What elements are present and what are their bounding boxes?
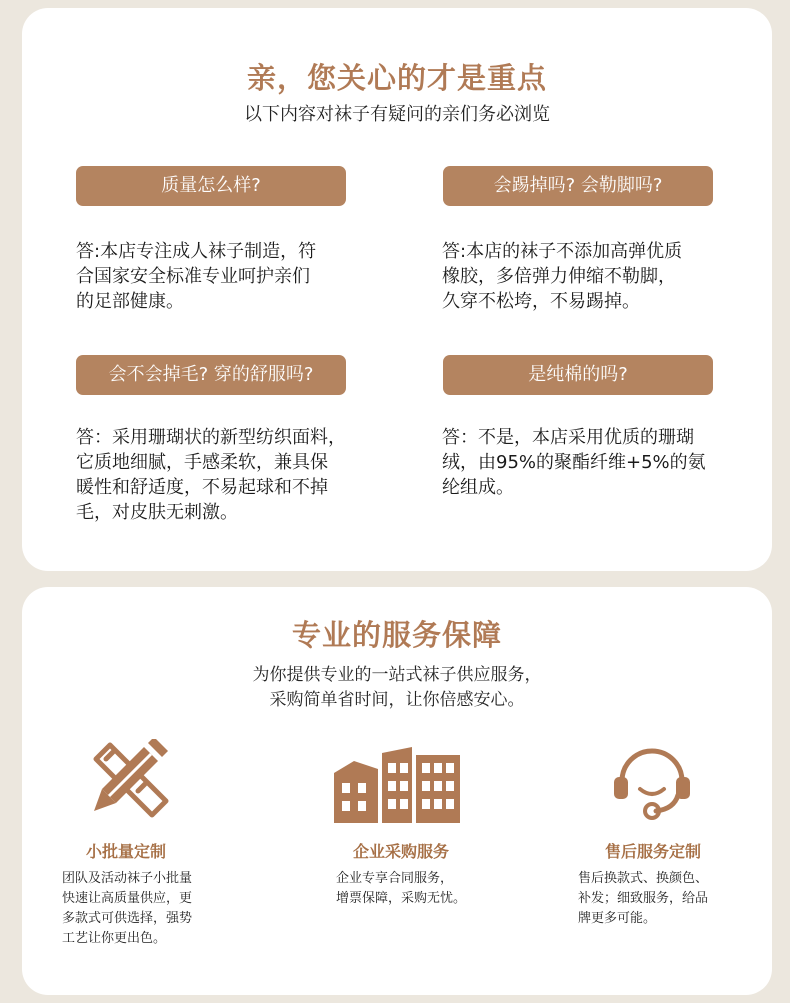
- answer-line: 橡胶，多倍弹力伸缩不勒脚，: [442, 266, 676, 287]
- service-desc-enterprise: [336, 869, 506, 909]
- faq-title: 亲，您关心的才是重点: [246, 61, 547, 95]
- answer-line: 久穿不松垮，不易踢掉。: [442, 291, 640, 312]
- faq-question-slip: 会踢掉吗? 会勒脚吗?: [443, 166, 713, 206]
- answer-line: 答:本店的袜子不添加高弹优质: [442, 241, 683, 262]
- buildings-icon: [332, 747, 462, 823]
- answer-line: 毛，对皮肤无刺激。: [76, 502, 238, 523]
- service-subtitle: [22, 663, 772, 713]
- subtitle-line: 采购简单省时间，让你倍感安心。: [269, 690, 525, 710]
- answer-line: 答：采用珊瑚状的新型纺织面料，: [76, 427, 346, 448]
- desc-line: 工艺让你更出色。: [62, 931, 167, 946]
- answer-line: 绒，由95%的聚酯纤维+5%的氨: [442, 452, 706, 473]
- faq-question-cotton: 是纯棉的吗?: [443, 355, 713, 395]
- answer-line: 它质地细腻，手感柔软，兼具保: [76, 452, 328, 473]
- faq-subtitle: 以下内容对袜子有疑问的亲们务必浏览: [244, 104, 550, 125]
- faq-question-quality: 质量怎么样?: [76, 166, 346, 206]
- answer-line: 纶组成。: [442, 477, 514, 498]
- faq-answer-cotton: [442, 425, 762, 500]
- service-title-enterprise: 企业采购服务: [352, 842, 449, 861]
- desc-line: 多款式可供选择，强势: [62, 911, 193, 926]
- answer-line: 合国家安全标准专业呵护亲们: [76, 266, 310, 287]
- faq-answer-lint: [76, 425, 406, 525]
- desc-line: 增票保障，采购无忧。: [336, 891, 467, 906]
- service-title: 专业的服务保障: [291, 618, 502, 652]
- desc-line: 团队及活动袜子小批量: [62, 871, 193, 886]
- headset-icon: [612, 745, 692, 821]
- answer-line: 答：不是，本店采用优质的珊瑚: [442, 427, 694, 448]
- faq-question-lint: 会不会掉毛? 穿的舒服吗?: [76, 355, 346, 395]
- service-desc-after-sales: [578, 869, 748, 929]
- faq-card: [22, 8, 772, 571]
- service-desc-small-batch: [62, 869, 232, 949]
- service-card: [22, 587, 772, 995]
- answer-line: 答:本店专注成人袜子制造，符: [76, 241, 317, 262]
- service-title-small-batch: 小批量定制: [85, 842, 166, 861]
- desc-line: 企业专享合同服务，: [336, 871, 454, 886]
- answer-line: 暖性和舒适度，不易起球和不掉: [76, 477, 328, 498]
- pencil-ruler-icon: [82, 739, 182, 819]
- desc-line: 快速让高质量供应，更: [62, 891, 193, 906]
- service-title-after-sales: 售后服务定制: [604, 842, 701, 861]
- answer-line: 的足部健康。: [76, 291, 184, 312]
- desc-line: 补发；细致服务，给品: [578, 891, 709, 906]
- faq-answer-slip: [442, 239, 752, 314]
- desc-line: 牌更多可能。: [578, 911, 657, 926]
- desc-line: 售后换款式、换颜色、: [578, 871, 709, 886]
- faq-answer-quality: [76, 239, 376, 314]
- subtitle-line: 为你提供专业的一站式袜子供应服务，: [252, 665, 542, 685]
